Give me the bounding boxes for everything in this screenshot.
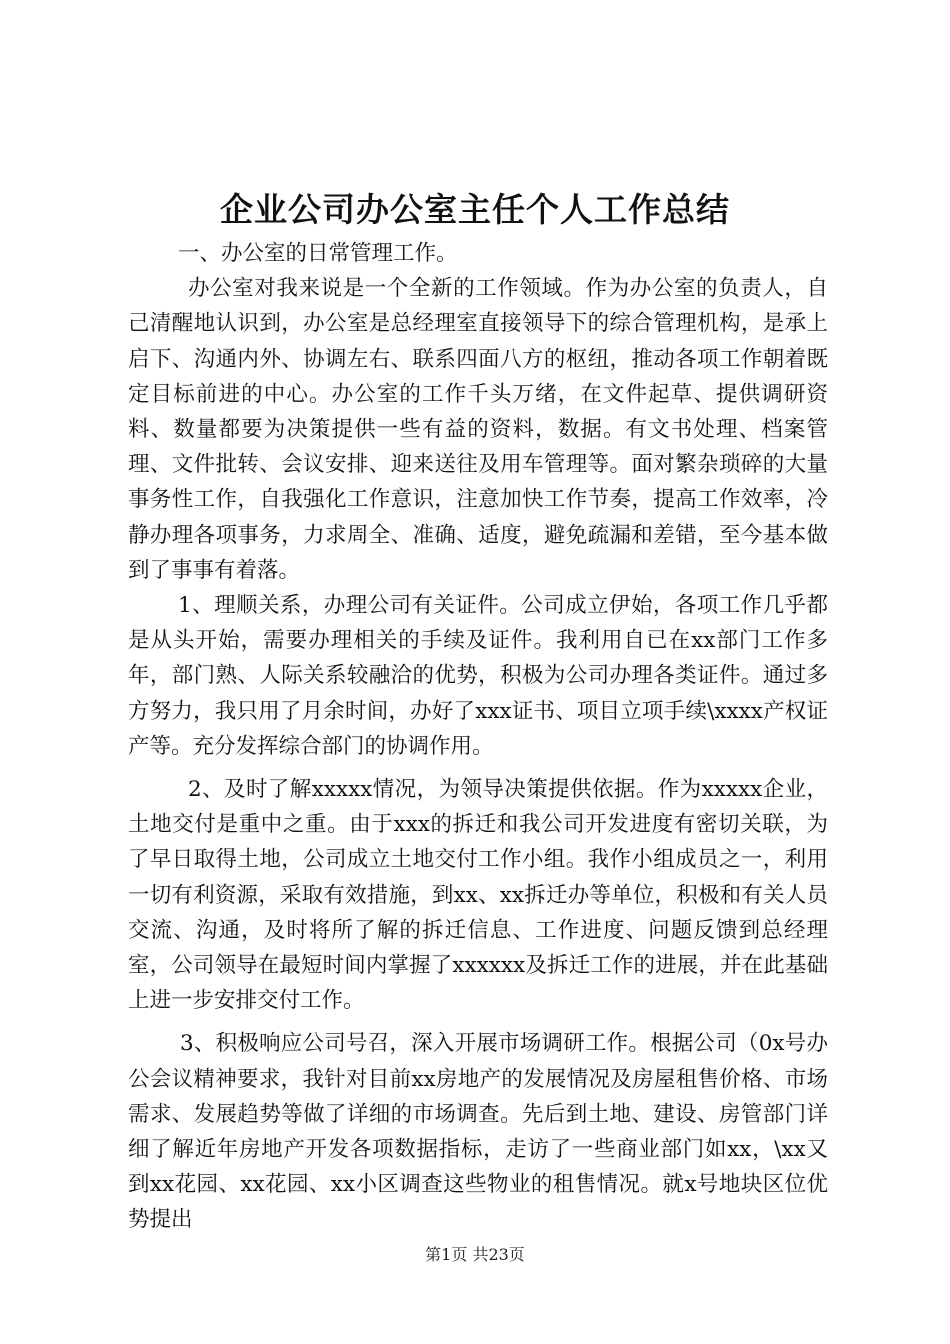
document-title: 企业公司办公室主任个人工作总结 [220, 190, 730, 229]
section-heading: 一、办公室的日常管理工作。 [178, 241, 458, 266]
body-paragraph: 1、理顺关系，办理公司有关证件。公司成立伊始，各项工作几乎都是从头开始，需要办理相关的手续及证件。我利用自已在xx部门工作多年，部门熟、人际关系较融洽的优势，积极为公司办理各类证件。通过多方努力，我只用了月余时间，办好了xxx证书、项目立项手续\xxxx产权证产等。充分发挥综合部门的协调作用。 [128, 593, 828, 759]
page-number-footer: 第1页 共23页 [425, 1245, 525, 1264]
body-paragraph: 3、积极响应公司号召，深入开展市场调研工作。根据公司（0x号办公会议精神要求，我针对目前xx房地产的发展情况及房屋租售价格、市场需求、发展趋势等做了详细的市场调查。先后到土地、建设、房管部门详细了解近年房地产开发各项数据指标，走访了一些商业部门如xx，\xx又到xx花园、xx花园、xx小区调查这些物业的租售情况。就x号地块区位优势提出 [128, 1031, 828, 1233]
body-paragraph: 办公室对我来说是一个全新的工作领域。作为办公室的负责人，自己清醒地认识到，办公室是总经理室直接领导下的综合管理机构，是承上启下、沟通内外、协调左右、联系四面八方的枢纽，推动各项工作朝着既定目标前进的中心。办公室的工作千头万绪，在文件起草、提供调研资料、数量都要为决策提供一些有益的资料，数据。有文书处理、档案管理、文件批转、会议安排、迎来送往及用车管理等。面对繁杂琐碎的大量事务性工作，自我强化工作意识，注意加快工作节奏，提高工作效率，冷静办理各项事务，力求周全、准确、适度，避免疏漏和差错，至今基本做到了事事有着落。 [128, 276, 828, 583]
body-paragraph: 2、及时了解xxxxx情况，为领导决策提供依据。作为xxxxx企业，土地交付是重中之重。由于xxx的拆迁和我公司开发进度有密切关联，为了早日取得土地，公司成立土地交付工作小组。我作小组成员之一，利用一切有利资源，采取有效措施，到xx、xx拆迁办等单位，积极和有关人员交流、沟通，及时将所了解的拆迁信息、工作进度、问题反馈到总经理室，公司领导在最短时间内掌握了xxxxxx及拆迁工作的进展，并在此基础上进一步安排交付工作。 [128, 777, 828, 1014]
document-body [128, 236, 828, 1238]
